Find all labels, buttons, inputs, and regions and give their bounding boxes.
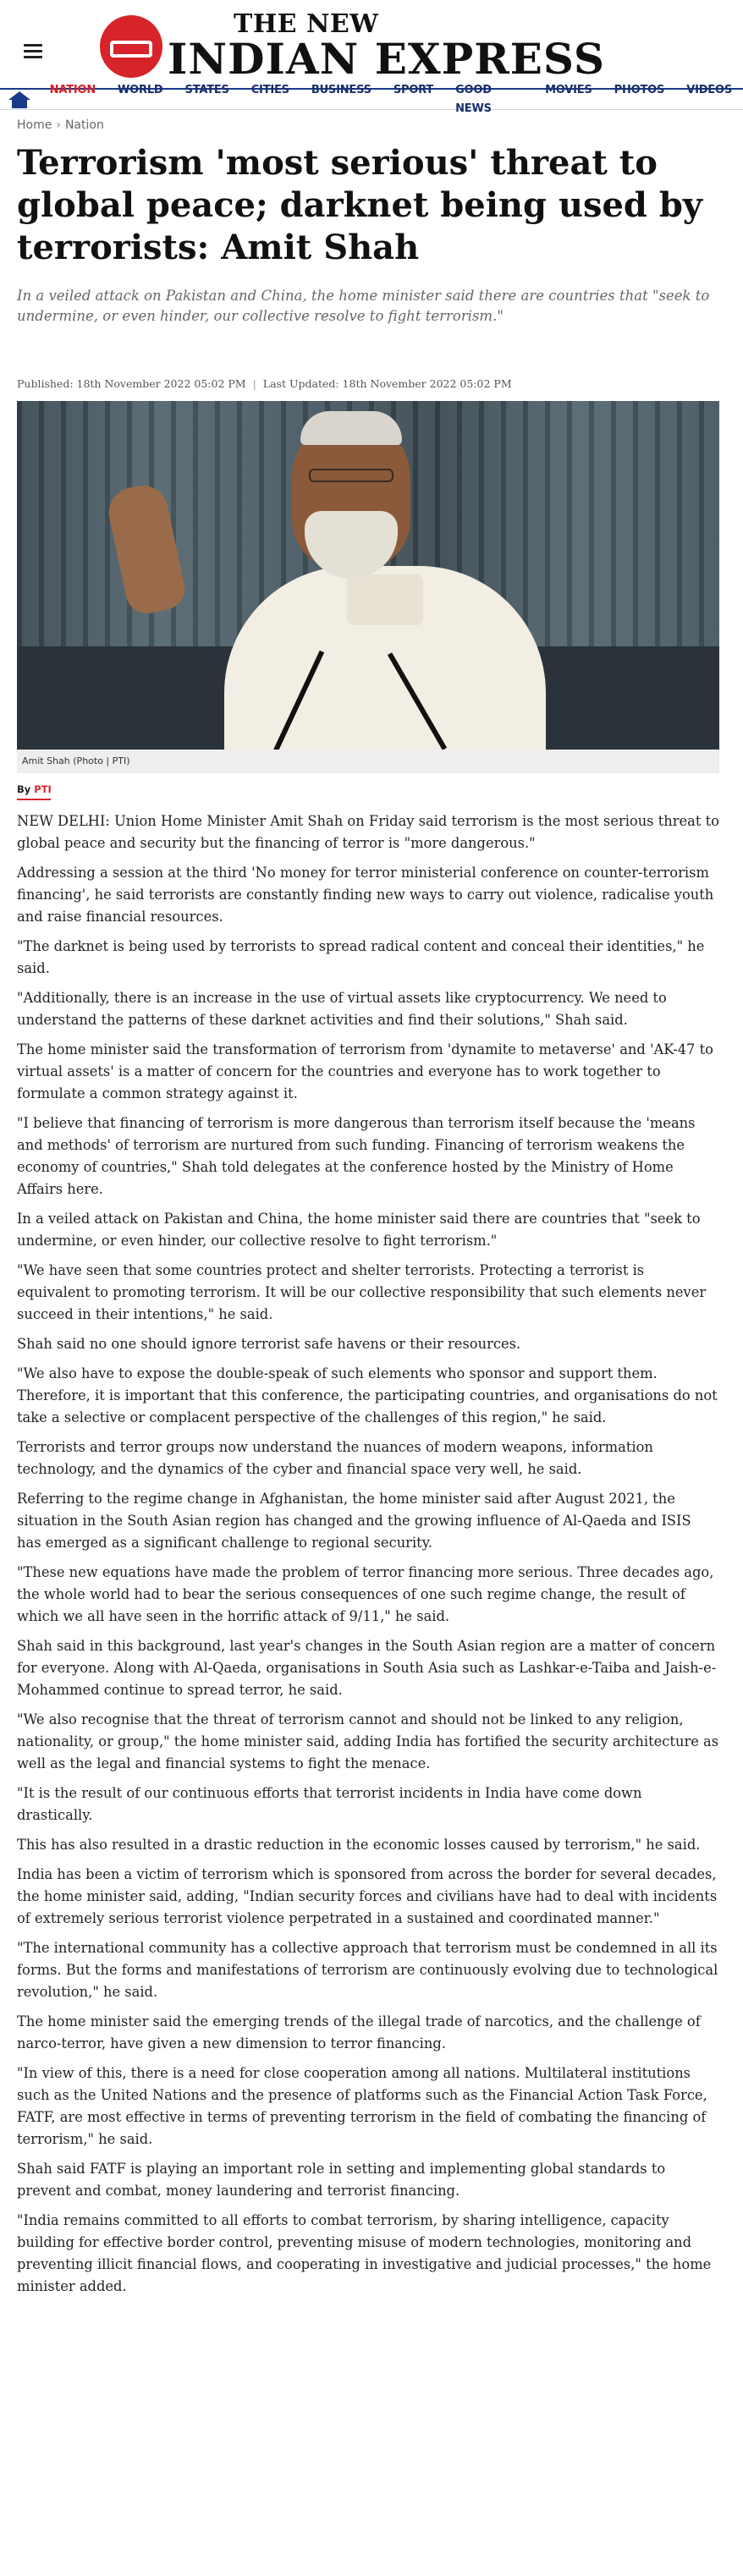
article-paragraph: This has also resulted in a drastic reduction in the economic losses caused by terrorism," he said.: [17, 1837, 701, 1853]
article-paragraph: "We also recognise that the threat of terrorism cannot and should not be linked to any religion, nationality, or group," the home minister said, adding India has fortified the security architecture as well as the legal and financial systems to fight the menace.: [17, 1711, 719, 1771]
nav-item-nation[interactable]: NATION: [49, 83, 96, 96]
article-paragraph: Shah said no one should ignore terrorist safe havens or their resources.: [17, 1336, 521, 1352]
home-icon[interactable]: [7, 90, 30, 110]
article-subhead: In a veiled attack on Pakistan and China, the home minister said there are countries that "seek to undermine, or even hinder, our collective resolve to fight terrorism.": [17, 288, 710, 324]
image-caption: Amit Shah (Photo | PTI): [17, 750, 719, 773]
article-paragraph: "In view of this, there is a need for close cooperation among all nations. Multilateral institutions such as the United Nations and the presence of platforms such as the Financial Action Task Force, FATF, are most effective in terms of preventing terrorism in the field of combating the financing of terrorism," he said.: [17, 2065, 707, 2147]
logo-emblem-icon: [100, 15, 162, 78]
article-paragraph: "The international community has a collective approach that terrorism must be condemned in all its forms. But the forms and manifestations of terrorism are continuously evolving due to technological revolution," he said.: [17, 1940, 718, 2000]
article-body: [17, 810, 719, 2305]
article-paragraph: Shah said FATF is playing an important role in setting and implementing global standards to prevent and combat, money laundering and terrorist financing.: [17, 2161, 666, 2199]
article-paragraph: Terrorists and terror groups now understand the nuances of modern weapons, information technology, and the dynamics of the cyber and financial space very well, he said.: [17, 1439, 653, 1477]
publish-info: [17, 377, 512, 390]
hero-image: [17, 401, 719, 750]
nav-item-videos[interactable]: VIDEOS: [686, 83, 732, 96]
article-paragraph: "We have seen that some countries protect and shelter terrorists. Protecting a terrorist is equivalent to promoting terrorism. It will be our collective responsibility that such elements never succeed in their intentions," he said.: [17, 1262, 707, 1322]
byline-prefix: By: [17, 783, 31, 795]
article-paragraph: "I believe that financing of terrorism is more dangerous than terrorism itself because the 'means and methods' of terrorism are nurtured from such funding. Financing of terrorism weakens the economy of countries," Shah told delegates at the conference hosted by the Ministry of Home Affairs here.: [17, 1115, 696, 1197]
nav-item-sport[interactable]: SPORT: [393, 83, 434, 96]
nav-item-business[interactable]: BUSINESS: [311, 83, 372, 96]
article-paragraph: "Additionally, there is an increase in the use of virtual assets like cryptocurrency. We need to understand the patterns of these darknet activities and find their solutions," Shah said.: [17, 990, 667, 1028]
nav-item-states[interactable]: STATES: [184, 83, 229, 96]
nav-item-cities[interactable]: CITIES: [250, 83, 289, 96]
main-nav: [0, 83, 743, 115]
hamburger-menu-icon[interactable]: [24, 44, 42, 58]
article-paragraph: "The darknet is being used by terrorists to spread radical content and conceal their identities," he said.: [17, 938, 705, 976]
logo-line1: THE NEW: [234, 9, 379, 39]
site-logo[interactable]: [100, 9, 606, 84]
publish-separator: |: [252, 377, 256, 390]
byline-rule: [17, 799, 51, 800]
updated-date: Last Updated: 18th November 2022 05:02 PM: [262, 377, 512, 390]
article-headline: Terrorism 'most serious' threat to global peace; darknet being used by terrorists: Amit Shah: [17, 143, 703, 267]
article-paragraph: "We also have to expose the double-speak of such elements who sponsor and support them. Therefore, it is important that this conference, the participating countries, and organisations do not take a selective or complacent perspective of the challenges of this region," he said.: [17, 1365, 718, 1425]
article-paragraph: "India remains committed to all efforts to combat terrorism, by sharing intelligence, capacity building for effective border control, preventing misuse of modern technologies, monitoring and preventing illicit financial flows, and cooperating in investigative and judicial processes," the home minister added.: [17, 2212, 712, 2294]
article-paragraph: The home minister said the transformation of terrorism from 'dynamite to metaverse' and 'AK-47 to virtual assets' is a matter of concern for the countries and everyone has to work together to formulate a common strategy against it.: [17, 1041, 713, 1101]
byline-agency[interactable]: PTI: [34, 783, 52, 795]
nav-item-world[interactable]: WORLD: [118, 83, 163, 96]
breadcrumb-separator: ›: [56, 118, 61, 132]
logo-line2: INDIAN EXPRESS: [168, 34, 606, 84]
article-paragraph: NEW DELHI: Union Home Minister Amit Shah on Friday said terrorism is the most serious threat to global peace and security but the financing of terror is "more dangerous.": [17, 813, 719, 851]
breadcrumb-home[interactable]: Home: [17, 118, 52, 132]
article-paragraph: The home minister said the emerging trends of the illegal trade of narcotics, and the challenge of narco-terror, have given a new dimension to terror financing.: [17, 2013, 701, 2051]
article-paragraph: Shah said in this background, last year's changes in the South Asian region are a matter of concern for everyone. Along with Al-Qaeda, organisations in South Asia such as Lashkar-e-Taiba and Jaish-e-Mohammed continue to spread terror, he said.: [17, 1638, 717, 1698]
article-paragraph: In a veiled attack on Pakistan and China, the home minister said there are countries that "seek to undermine, or even hinder, our collective resolve to fight terrorism.": [17, 1211, 701, 1249]
masthead: [0, 0, 743, 91]
article-paragraph: India has been a victim of terrorism which is sponsored from across the border for several decades, the home minister said, adding, "Indian security forces and civilians have had to deal with incidents of extremely serious terrorist violence perpetrated in a sustained and coordinated manner.": [17, 1866, 718, 1926]
published-date: Published: 18th November 2022 05:02 PM: [17, 377, 246, 390]
breadcrumb-section[interactable]: Nation: [64, 118, 104, 132]
nav-items: [39, 81, 743, 118]
article-paragraph: "It is the result of our continuous efforts that terrorist incidents in India have come down drastically.: [17, 1785, 642, 1823]
article-paragraph: Addressing a session at the third 'No money for terror ministerial conference on counter-terrorism financing', he said terrorists are constantly finding new ways to carry out violence, radicalise youth and raise financial resources.: [17, 865, 714, 925]
article-paragraph: Referring to the regime change in Afghanistan, the home minister said after August 2021, the situation in the South Asian region has changed and the growing influence of Al-Qaeda and ISIS has emerged as a significant challenge to regional security.: [17, 1491, 691, 1551]
breadcrumb: [17, 118, 104, 132]
nav-item-movies[interactable]: MOVIES: [545, 83, 592, 96]
nav-item-good-news[interactable]: GOOD NEWS: [455, 83, 492, 115]
nav-item-photos[interactable]: PHOTOS: [614, 83, 665, 96]
article-paragraph: "These new equations have made the problem of terror financing more serious. Three decades ago, the whole world had to bear the serious consequences of one such regime change, the result of which we all have seen in the horrific attack of 9/11," he said.: [17, 1564, 714, 1624]
byline: [17, 783, 52, 795]
